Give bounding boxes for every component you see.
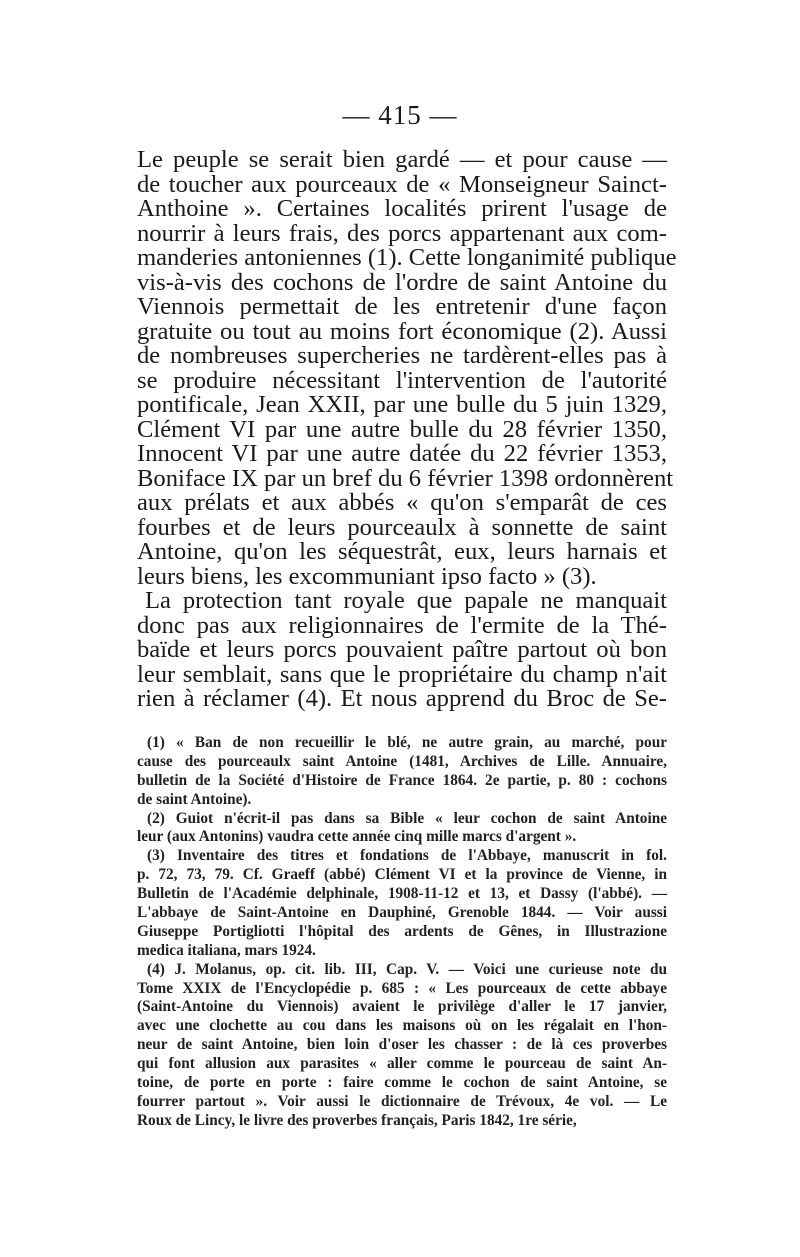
footnote-line: neur de saint Antoine, bien loin d'oser les chasser : de là ces proverbes [137,1036,667,1054]
body-line: vis-à-vis des cochons de l'ordre de saint Antoine du [137,268,667,296]
body-line: manderies antoniennes (1). Cette longanimité publique [137,244,677,271]
footnote-line: avec une clochette au cou dans les maisons où on les régalait en l'hon- [137,1017,667,1035]
body-line: Boniface IX par un bref du 6 février 1398 ordonnèrent [137,464,674,492]
footnote-line: Tome XXIX de l'Encyclopédie p. 685 : « Les pourceaux de cette abbaye [137,979,667,997]
body-line: se produire nécessitant l'intervention de l'autorité [137,366,667,394]
body-line: rien à réclamer (4). Et nous apprend du Broc de Se- [137,685,667,712]
footnote-line: bulletin de la Société d'Histoire de France 1864. 2e partie, p. 80 : cochons [137,771,667,789]
footnote-line: medica italiana, mars 1924. [137,941,316,959]
footnote-line: leur (aux Antonins) vaudra cette année cinq mille marcs d'argent ». [137,828,577,846]
body-line: leur semblait, sans que le propriétaire du champ n'ait [137,660,667,688]
body-line: Clément VI par une autre bulle du 28 février 1350, [137,415,667,443]
footnote-line: toine, de porte en porte : faire comme le cochon de saint Antoine, se [137,1074,667,1092]
footnote-line: Roux de Lincy, le livre des proverbes français, Paris 1842, 1re série, [137,1111,577,1129]
footnote-line: de saint Antoine). [137,790,252,808]
footnote-line: (4) J. Molanus, op. cit. lib. III, Cap. V. — Voici une curieuse note du [147,960,667,978]
body-line: de nombreuses supercheries ne tardèrent-elles pas à [137,342,667,369]
body-line: donc pas aux religionnaires de l'ermite de la Thé- [137,611,667,639]
body-line: Antoine, qu'on les séquestrât, eux, leurs harnais et [137,538,667,565]
footnote-line: (3) Inventaire des titres et fondations de l'Abbaye, manuscrit in fol. [147,847,667,865]
body-line: nourrir à leurs frais, des porcs appartenant aux com- [137,219,667,247]
footnote-line: p. 72, 73, 79. Cf. Graeff (abbé) Clément VI et la province de Vienne, in [137,866,667,884]
body-line: La protection tant royale que papale ne manquait [145,587,667,614]
footnote-line: Bulletin de l'Académie delphinale, 1908-11-12 et 13, et Dassy (l'abbé). — [137,885,667,903]
body-text [137,146,677,712]
footnote-line: fourrer partout ». Voir aussi le dictionnaire de Trévoux, 4e vol. — Le [137,1092,667,1110]
body-line: Viennois permettait de les entretenir d'une façon [137,293,667,320]
footnote-line: cause des pourceaulx saint Antoine (1481, Archives de Lille. Annuaire, [137,752,667,770]
footnote-line: (1) « Ban de non recueillir le blé, ne autre grain, au marché, pour [147,734,667,751]
body-line: leurs biens, les excommuniant ipso facto » (3). [137,562,597,590]
body-line: Innocent VI par une autre datée du 22 février 1353, [137,440,667,467]
footnote-line: Giuseppe Portigliotti l'hôpital des ardents de Gênes, in Illustrazione [137,922,667,940]
body-line: Le peuple se serait bien gardé — et pour cause — [137,146,667,173]
page-number: — 415 — [342,100,458,130]
body-line: pontificale, Jean XXII, par une bulle du 5 juin 1329, [137,391,667,418]
footnotes [137,734,667,1131]
footnote-line: qui font allusion aux parasites « aller comme le pourceau de saint An- [137,1055,667,1073]
body-line: gratuite ou tout au moins fort économique (2). Aussi [137,317,667,345]
body-line: fourbes et de leurs pourceaulx à sonnette de saint [137,513,667,541]
footnote-line: L'abbaye de Saint-Antoine en Dauphiné, Grenoble 1844. — Voir aussi [137,904,667,922]
footnote-line: (Saint-Antoine du Viennois) avaient le privilège d'aller le 17 janvier, [137,998,667,1016]
body-line: de toucher aux pourceaux de « Monseigneur Sainct- [137,170,667,198]
body-line: baïde et leurs porcs pouvaient paître partout où bon [137,636,667,663]
body-line: aux prélats et aux abbés « qu'on s'emparât de ces [137,489,667,516]
body-line: Anthoine ». Certaines localités prirent l'usage de [137,195,667,222]
footnote-line: (2) Guiot n'écrit-il pas dans sa Bible « leur cochon de saint Antoine [147,809,667,827]
